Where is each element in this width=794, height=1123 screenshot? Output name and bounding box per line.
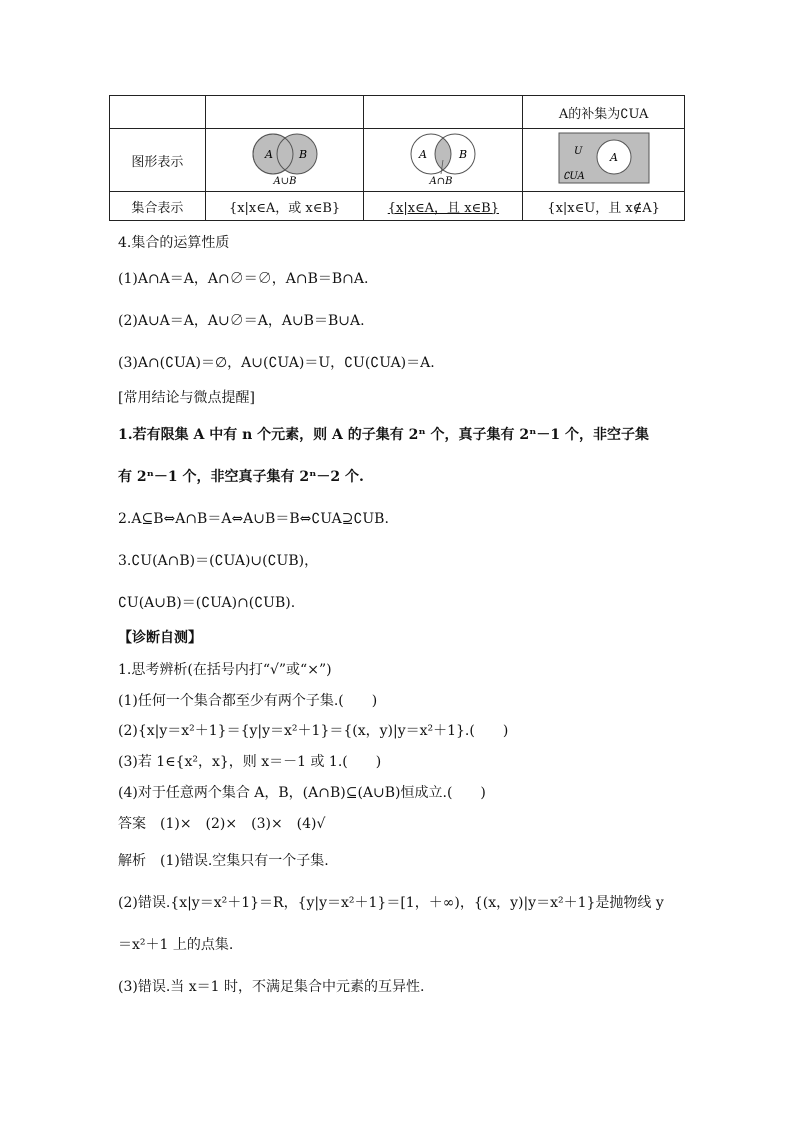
analysis-2a: (2)错误.{x|y＝x²＋1}＝R，{y|y＝x²＋1}＝[1，＋∞)，{(x，y)|y＝x²＋1}是抛物线 y: [118, 895, 664, 911]
venn-complement-caption: ∁UA: [562, 171, 585, 182]
set-union-notation: {x|x∈A，或 x∈B}: [205, 192, 364, 221]
row-label-set: 集合表示: [110, 192, 206, 221]
diagnosis-title: 【诊断自测】: [118, 630, 202, 646]
question-1: (1)任何一个集合都至少有两个子集.( ): [118, 693, 378, 709]
venn-union-diagram: [235, 130, 335, 186]
header-cell-1: [205, 96, 364, 129]
analysis-3: (3)错误.当 x＝1 时，不满足集合中元素的互异性.: [118, 979, 425, 995]
venn-union-cell: [205, 129, 364, 192]
set-intersection-text: {x|x∈A，且 x∈B}: [387, 200, 499, 216]
question-4: (4)对于任意两个集合 A，B，(A∩B)⊆(A∪B)恒成立.( ): [118, 785, 486, 801]
tips-title: [常用结论与微点提醒]: [118, 390, 255, 406]
header-cell-0: [110, 96, 206, 129]
tips-line-4: 3.∁U(A∩B)＝(∁UA)∪(∁UB)，: [118, 553, 319, 569]
section4-item-2: (2)A∪A＝A，A∪∅＝A，A∪B＝B∪A.: [118, 313, 365, 329]
set-operations-table: [109, 95, 685, 221]
venn-complement-cell: [523, 129, 685, 192]
venn-inter-a: A: [419, 148, 428, 161]
section4-title: 4.集合的运算性质: [118, 235, 230, 251]
venn-union-caption: A∪B: [273, 176, 297, 186]
venn-complement-a: A: [609, 151, 618, 164]
tips-line-1: 1.若有限集 A 中有 n 个元素，则 A 的子集有 2ⁿ 个，真子集有 2ⁿ－1 个，非空子集: [118, 427, 650, 443]
tips-line-5: ∁U(A∪B)＝(∁UA)∩(∁UB).: [118, 595, 296, 611]
header-cell-complement: A的补集为∁UA: [523, 96, 685, 129]
analysis-1: 解析 (1)错误.空集只有一个子集.: [118, 853, 329, 869]
set-complement-notation: {x|x∈U，且 x∉A}: [523, 192, 685, 221]
set-intersection-notation: [364, 192, 523, 221]
diagnosis-question-title: 1.思考辨析(在括号内打“√”或“×”): [118, 662, 332, 678]
section4-item-3: (3)A∩(∁UA)＝∅，A∪(∁UA)＝U，∁U(∁UA)＝A.: [118, 355, 435, 371]
venn-universe-label: U: [573, 146, 583, 157]
venn-intersection-diagram: [393, 130, 493, 186]
answer-line: 答案 (1)× (2)× (3)× (4)√: [118, 816, 326, 832]
tips-line-2: 有 2ⁿ－1 个，非空真子集有 2ⁿ－2 个.: [118, 469, 364, 485]
header-cell-2: [364, 96, 523, 129]
venn-inter-caption: A∩B: [429, 176, 453, 186]
row-label-graph: 图形表示: [110, 129, 206, 192]
venn-union-a: A: [264, 148, 273, 161]
analysis-2b: ＝x²＋1 上的点集.: [118, 937, 234, 953]
venn-inter-b: B: [459, 148, 468, 161]
venn-union-b: B: [298, 148, 307, 161]
venn-inter-cell: [364, 129, 523, 192]
question-3: (3)若 1∈{x²，x}，则 x＝－1 或 1.( ): [118, 754, 382, 770]
question-2: (2){x|y＝x²＋1}＝{y|y＝x²＋1}＝{(x，y)|y＝x²＋1}.( ): [118, 723, 509, 739]
section4-item-1: (1)A∩A＝A，A∩∅＝∅，A∩B＝B∩A.: [118, 271, 369, 287]
venn-complement-diagram: [558, 132, 650, 184]
tips-line-3: 2.A⊆B⇔A∩B＝A⇔A∪B＝B⇔∁UA⊇∁UB.: [118, 511, 389, 527]
